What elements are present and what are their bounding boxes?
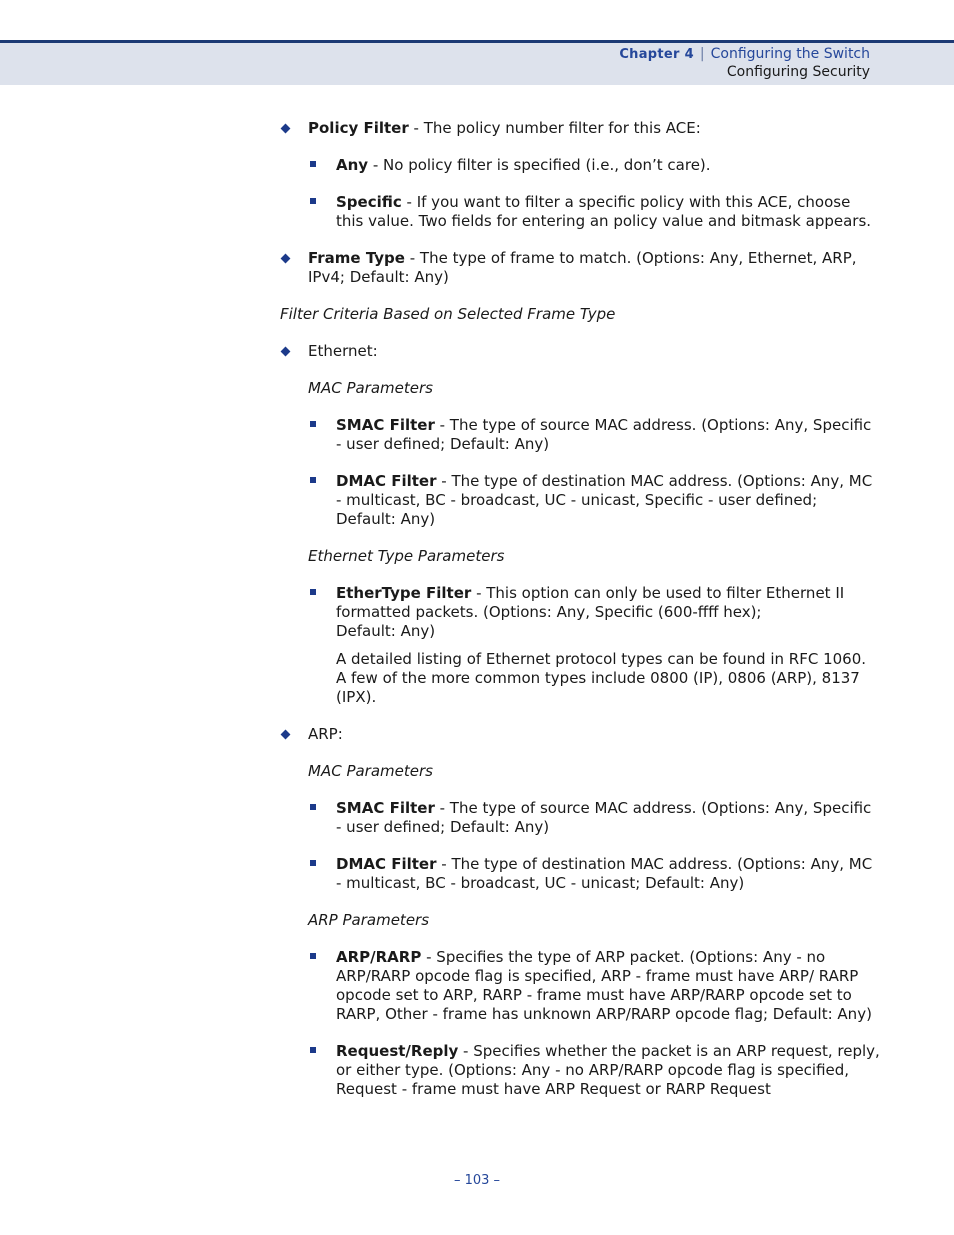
chapter-line bbox=[619, 46, 870, 62]
list-item-arp-dmac bbox=[280, 855, 880, 893]
description: - No policy filter is specified (i.e., don’t care). bbox=[368, 156, 711, 174]
label: Ethernet: bbox=[308, 342, 378, 360]
page-body bbox=[280, 119, 880, 1099]
term: Request/Reply bbox=[336, 1042, 459, 1060]
arp-mac-params-heading: MAC Parameters bbox=[308, 762, 433, 780]
chapter-label: Chapter 4 bbox=[619, 47, 694, 62]
list-item-eth-dmac bbox=[280, 472, 880, 529]
list-item-policy-filter bbox=[280, 119, 880, 138]
term: DMAC Filter bbox=[336, 855, 437, 873]
filter-criteria-heading: Filter Criteria Based on Selected Frame Type bbox=[280, 305, 616, 323]
ethertype-note: A detailed listing of Ethernet protocol types can be found in RFC 1060. A few of the more common types include 0800 (IP), 0806 (ARP), 8137 (IPX). bbox=[336, 650, 867, 706]
description: - The type of destination MAC address. (Options: Any, MC - multicast, BC - broadcast, UC - unicast; Default: Any) bbox=[336, 855, 873, 892]
description: - This option can only be used to filter Ethernet II formatted packets. (Options: Any, Specific (600-ffff hex); bbox=[336, 584, 845, 621]
description: - The type of source MAC address. (Options: Any, Specific - user defined; Default: Any) bbox=[336, 799, 872, 836]
list-item-specific bbox=[280, 193, 880, 231]
term: DMAC Filter bbox=[336, 472, 437, 490]
description: - If you want to filter a specific policy with this ACE, choose this value. Two fields for entering an policy value and bitmask appears. bbox=[336, 193, 872, 230]
list-item-request-reply bbox=[280, 1042, 880, 1099]
list-item-eth-smac bbox=[280, 416, 880, 454]
section-title: Configuring Security bbox=[726, 64, 870, 80]
description: - Specifies whether the packet is an ARP request, reply, or either type. (Options: Any - no ARP/RARP opcode flag is specified, Request - frame must have ARP Request or RARP Request bbox=[336, 1042, 880, 1098]
term: SMAC Filter bbox=[336, 799, 435, 817]
chapter-title: Configuring the Switch bbox=[710, 46, 870, 62]
description: - The type of source MAC address. (Options: Any, Specific - user defined; Default: Any) bbox=[336, 416, 872, 453]
header-separator: | bbox=[699, 46, 705, 62]
list-item-ethertype bbox=[280, 584, 880, 641]
eth-type-params-heading: Ethernet Type Parameters bbox=[308, 547, 505, 565]
description: - Specifies the type of ARP packet. (Options: Any - no ARP/RARP opcode flag is specified, ARP - frame must have ARP/ RARP opcode set to ARP, RARP - frame must have ARP/RARP opcode set to RARP, Other - frame has unknown ARP/RARP opcode flag; Default: Any) bbox=[336, 948, 872, 1023]
description: - The type of frame to match. (Options: Any, Ethernet, ARP, IPv4; Default: Any) bbox=[308, 249, 857, 286]
term: EtherType Filter bbox=[336, 584, 472, 602]
list-item-frame-type bbox=[280, 249, 880, 287]
term: Any bbox=[336, 156, 369, 174]
list-item-arp-smac bbox=[280, 799, 880, 837]
list-item-arp bbox=[280, 725, 880, 744]
running-header bbox=[0, 40, 954, 85]
label: ARP: bbox=[308, 725, 343, 743]
eth-mac-params-heading: MAC Parameters bbox=[308, 379, 433, 397]
arp-params-heading: ARP Parameters bbox=[308, 911, 430, 929]
description-cont: Default: Any) bbox=[336, 622, 436, 640]
term: ARP/RARP bbox=[336, 948, 422, 966]
term: Policy Filter bbox=[308, 119, 409, 137]
term: SMAC Filter bbox=[336, 416, 435, 434]
list-item-ethernet bbox=[280, 342, 880, 361]
page-number: – 103 – bbox=[453, 1173, 501, 1188]
list-item-arp-rarp bbox=[280, 948, 880, 1024]
term: Frame Type bbox=[308, 249, 405, 267]
list-item-any bbox=[280, 156, 880, 175]
description: - The type of destination MAC address. (Options: Any, MC - multicast, BC - broadcast, UC - unicast, Specific - user defined; Default: Any) bbox=[336, 472, 873, 528]
description: - The policy number filter for this ACE: bbox=[408, 119, 701, 137]
term: Specific bbox=[336, 193, 402, 211]
